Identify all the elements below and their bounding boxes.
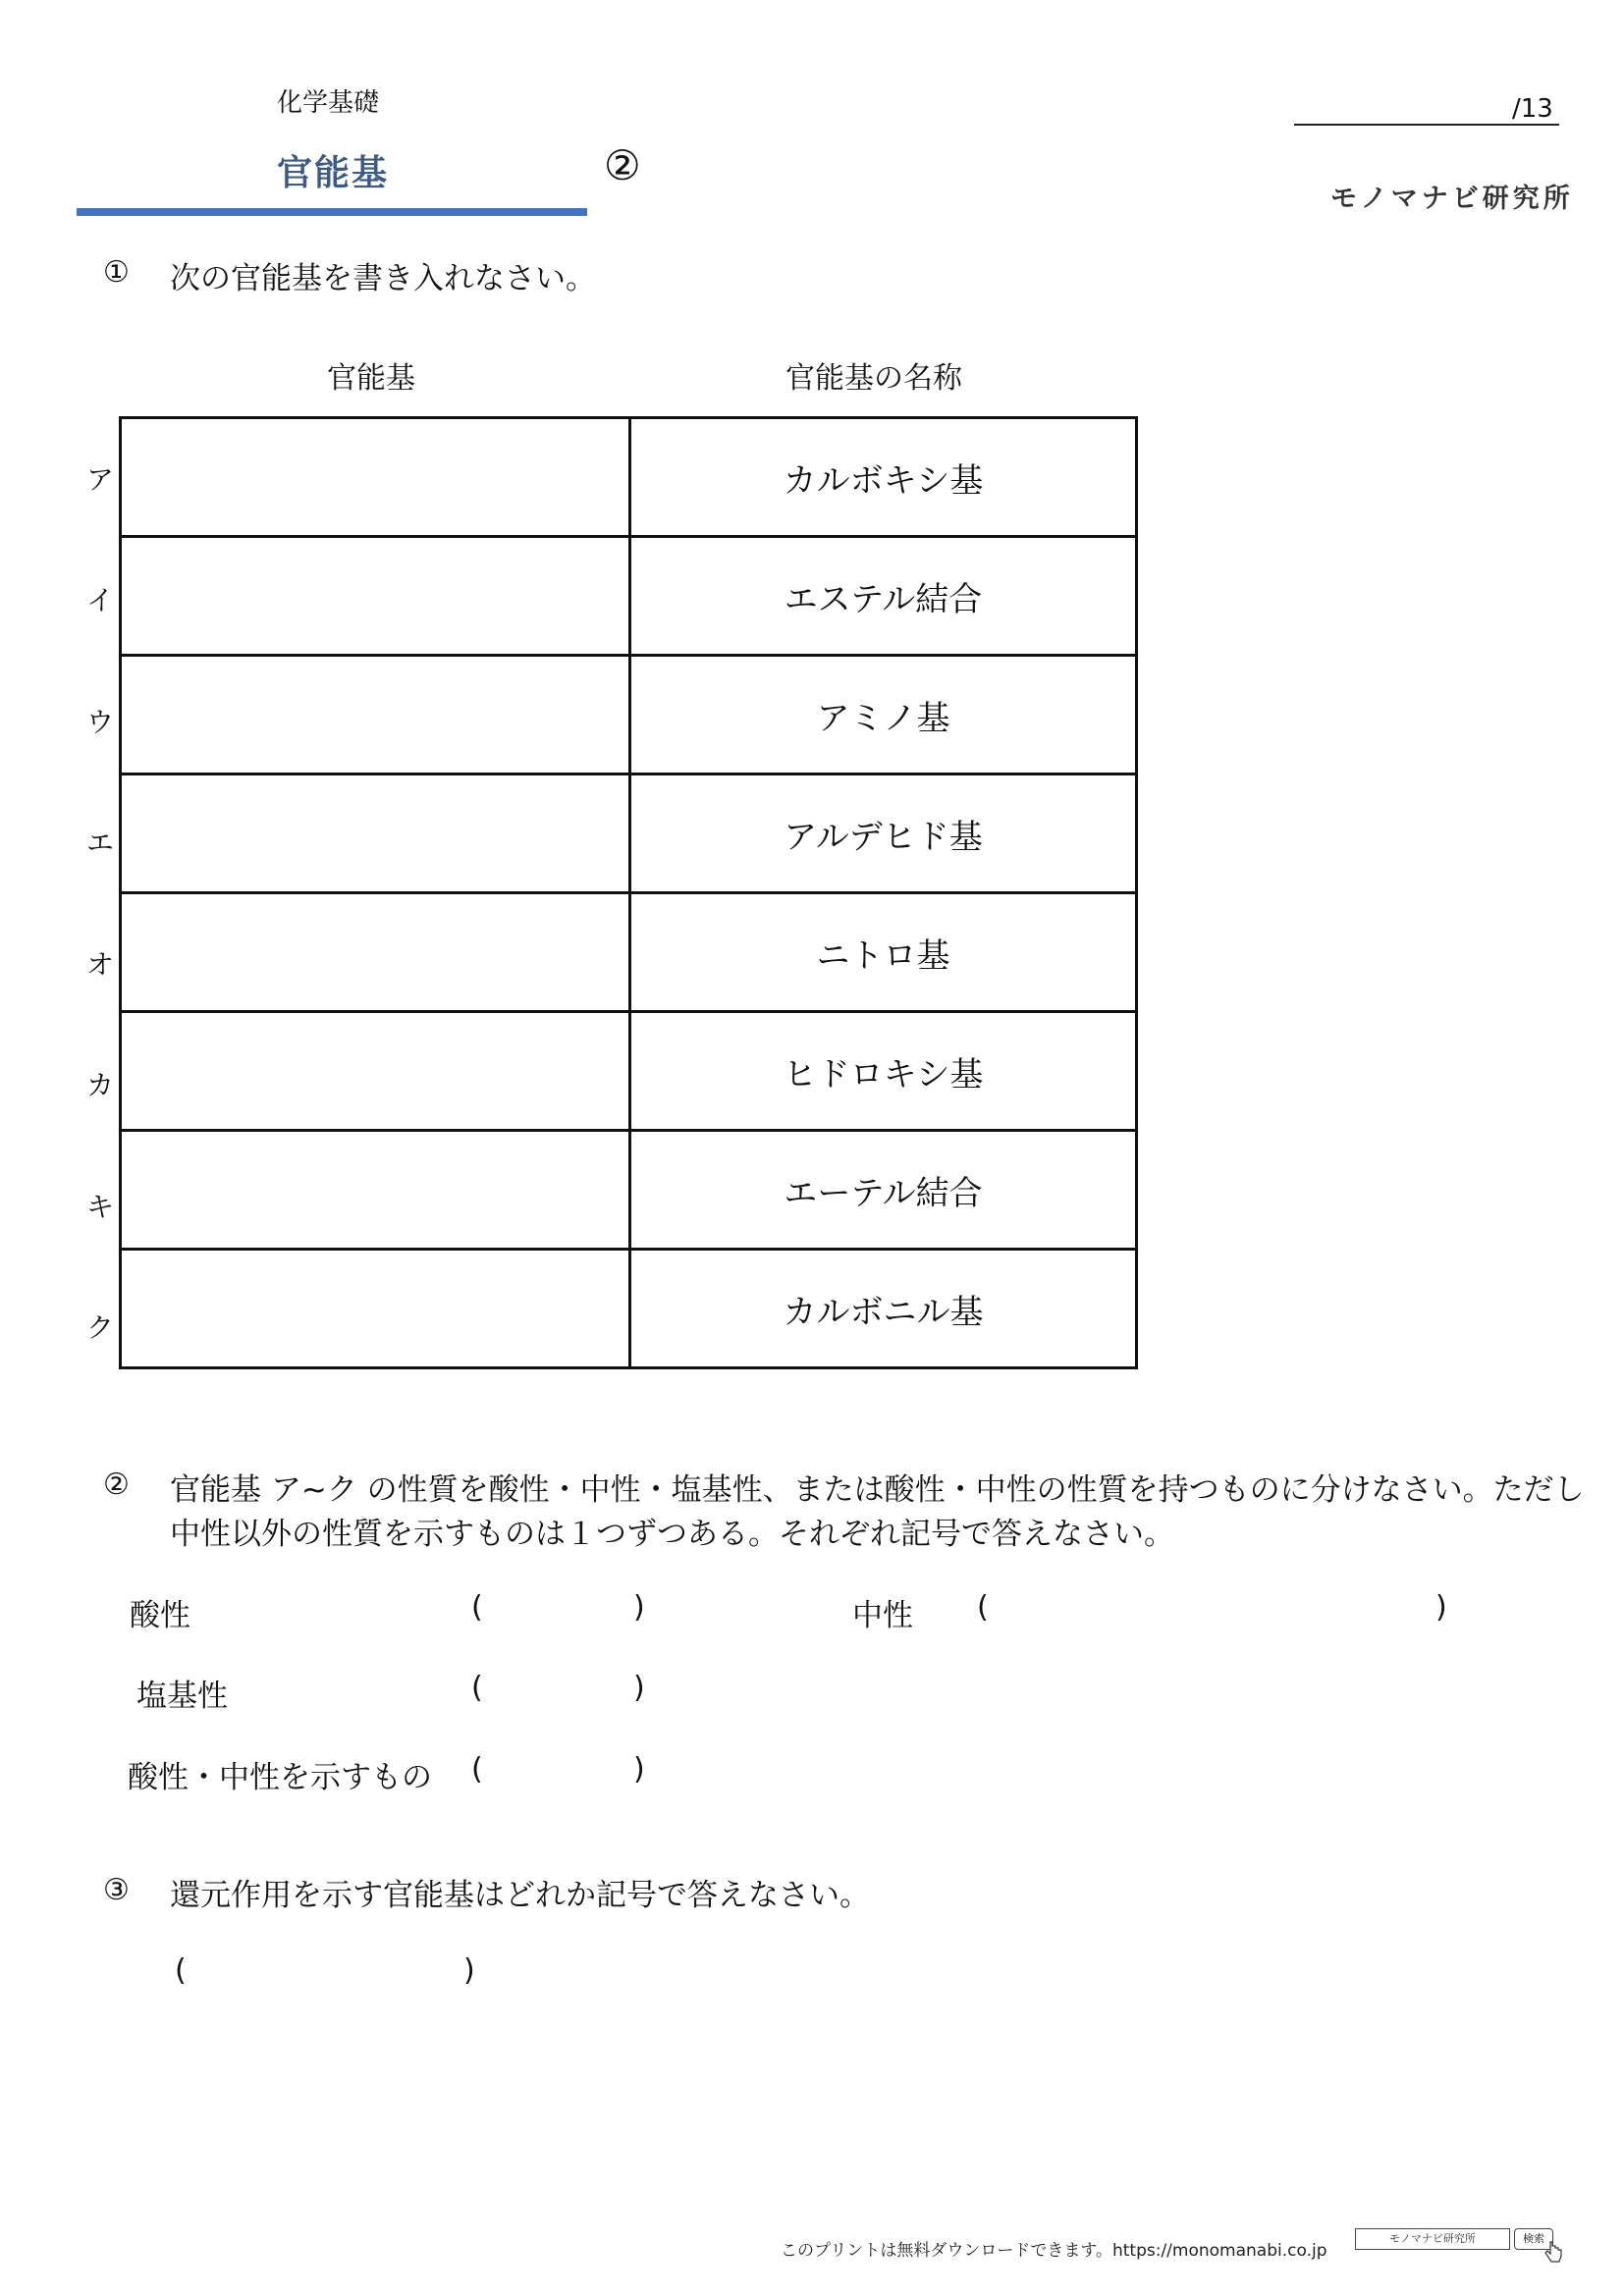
- group-name-cell: エステル結合: [630, 537, 1137, 656]
- row-label: ク: [85, 1311, 114, 1344]
- acid-neutral-answer-field[interactable]: [491, 1750, 628, 1789]
- table-row: [121, 1250, 1137, 1368]
- base-paren-close: ): [633, 1671, 645, 1705]
- base-label: 塩基性: [136, 1679, 228, 1714]
- group-name-cell: エーテル結合: [630, 1131, 1137, 1250]
- q1-number: ①: [103, 255, 130, 290]
- answer-cell[interactable]: [121, 774, 630, 893]
- subject-label: 化学基礎: [277, 88, 380, 118]
- q2-text-line2: 中性以外の性質を示すものは１つずつある。それぞれ記号で答えなさい。: [170, 1517, 1174, 1552]
- acid-neutral-paren-close: ): [633, 1752, 645, 1787]
- table-row: [121, 1131, 1137, 1250]
- score-line: [1294, 124, 1559, 126]
- neutral-paren-open: (: [977, 1590, 989, 1625]
- neutral-paren-close: ): [1435, 1590, 1447, 1625]
- row-label: キ: [85, 1191, 114, 1223]
- q3-answer-field[interactable]: [194, 1951, 460, 1991]
- column-header-group: 官能基: [327, 361, 415, 396]
- score-total: /13: [1512, 94, 1553, 124]
- answer-table: [119, 416, 1138, 1369]
- answer-cell[interactable]: [121, 537, 630, 656]
- acid-neutral-label: 酸性・中性を示すもの: [128, 1760, 432, 1795]
- footer-text: このプリントは無料ダウンロードできます。https://monomanabi.co.jp: [781, 2241, 1327, 2261]
- q3-paren-close: ): [463, 1953, 475, 1988]
- brand-logo: モノマナビ研究所: [1330, 184, 1574, 214]
- table-row: [121, 656, 1137, 774]
- acid-paren-close: ): [633, 1590, 645, 1625]
- group-name-cell: アルデヒド基: [630, 774, 1137, 893]
- q3-number: ③: [103, 1873, 130, 1907]
- q2-text-line1: 官能基 ア~ク の性質を酸性・中性・塩基性、または酸性・中性の性質を持つものに分けなさい。ただし: [170, 1472, 1585, 1508]
- base-answer-field[interactable]: [491, 1669, 628, 1708]
- neutral-answer-field[interactable]: [997, 1588, 1429, 1628]
- row-label: カ: [85, 1069, 114, 1101]
- answer-cell[interactable]: [121, 1131, 630, 1250]
- row-label: エ: [85, 827, 114, 859]
- page-title: 官能基: [277, 153, 390, 193]
- neutral-label: 中性: [852, 1598, 913, 1633]
- row-label: ア: [85, 463, 114, 496]
- q2-number: ②: [103, 1468, 130, 1502]
- q3-text: 還元作用を示す官能基はどれか記号で答えなさい。: [170, 1878, 870, 1913]
- column-header-name: 官能基の名称: [785, 361, 962, 396]
- answer-cell[interactable]: [121, 1012, 630, 1131]
- q1-text: 次の官能基を書き入れなさい。: [170, 261, 596, 296]
- group-name-cell: ニトロ基: [630, 893, 1137, 1012]
- group-name-cell: アミノ基: [630, 656, 1137, 774]
- row-label: イ: [85, 584, 114, 616]
- table-row: [121, 1012, 1137, 1131]
- table-row: [121, 893, 1137, 1012]
- row-label: ウ: [85, 706, 114, 738]
- acid-answer-field[interactable]: [491, 1588, 628, 1628]
- acid-neutral-paren-open: (: [471, 1752, 483, 1787]
- row-label: オ: [85, 948, 114, 981]
- answer-cell[interactable]: [121, 656, 630, 774]
- table-row: [121, 418, 1137, 537]
- title-underline: [77, 208, 587, 216]
- acid-label: 酸性: [130, 1598, 190, 1633]
- answer-cell[interactable]: [121, 1250, 630, 1368]
- group-name-cell: カルボニル基: [630, 1250, 1137, 1368]
- group-name-cell: カルボキシ基: [630, 418, 1137, 537]
- base-paren-open: (: [471, 1671, 483, 1705]
- table-row: [121, 537, 1137, 656]
- pointer-hand-icon: [1544, 2240, 1562, 2266]
- answer-cell[interactable]: [121, 893, 630, 1012]
- q3-paren-open: (: [175, 1953, 187, 1988]
- acid-paren-open: (: [471, 1590, 483, 1625]
- worksheet-number: ②: [604, 141, 641, 189]
- table-row: [121, 774, 1137, 893]
- group-name-cell: ヒドロキシ基: [630, 1012, 1137, 1131]
- search-input[interactable]: モノマナビ研究所: [1355, 2228, 1510, 2250]
- search-button[interactable]: 検索: [1514, 2228, 1553, 2250]
- answer-cell[interactable]: [121, 418, 630, 537]
